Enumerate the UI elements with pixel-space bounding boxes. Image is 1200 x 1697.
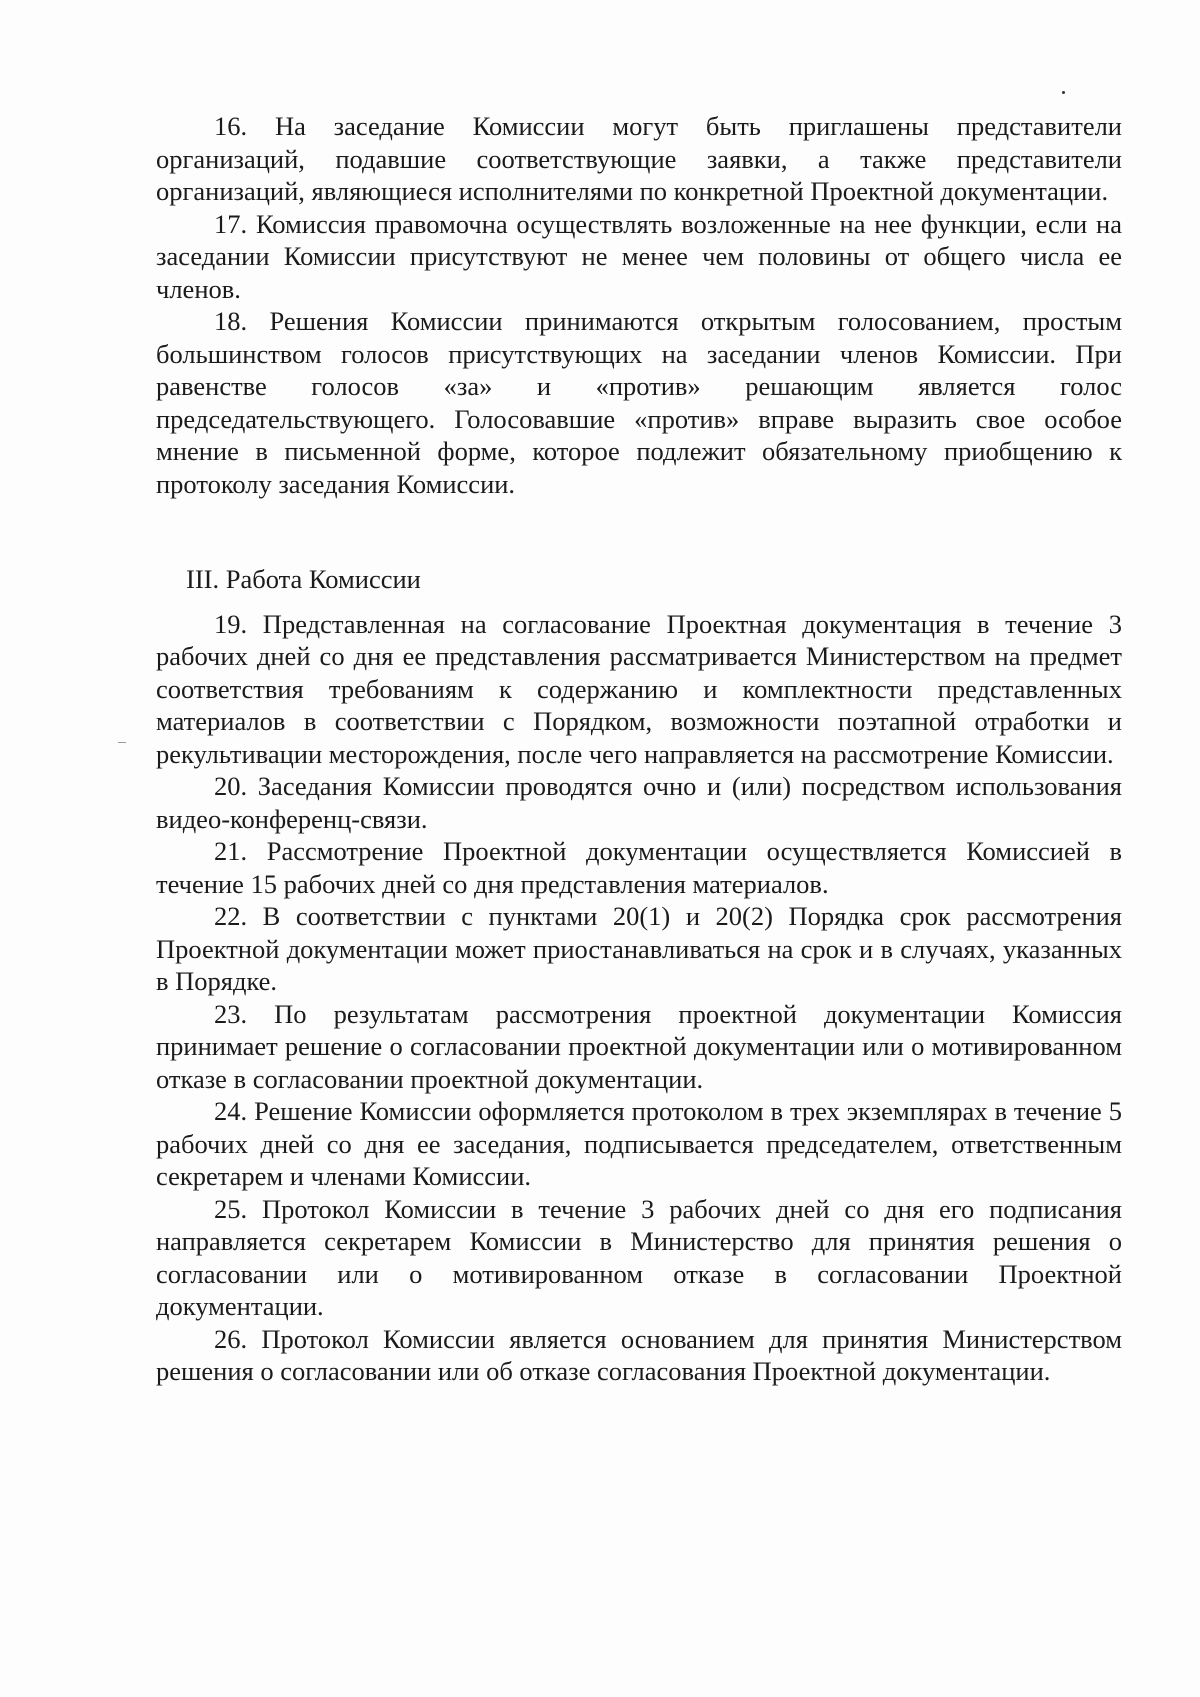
paragraph-24: 24. Решение Комиссии оформляется протоколом в трех экземплярах в течение 5 рабочих дней со дня ее заседания, подписывается председателем, ответственным секретарем и членами Комиссии. [156,1096,1122,1191]
paragraph-26: 26. Протокол Комиссии является основанием для принятия Министерством решения о согласовании или об отказе согласования Проектной документации. [156,1323,1122,1386]
section-title: III. Работа Комиссии [186,564,421,594]
scan-margin-mark [118,742,126,743]
paragraph-17: 17. Комиссия правомочна осуществлять возложенные на нее функции, если на заседании Комиссии присутствуют не менее чем половины от общего числа ее членов. [156,208,1122,304]
paragraph-20: 20. Заседания Комиссии проводятся очно и (или) посредством использования видео-конференц-связи. [156,771,1122,834]
paragraph-18: 18. Решения Комиссии принимаются открытым голосованием, простым большинством голосов присутствующих на заседании членов Комиссии. При равенстве голосов «за» и «против» решающим является голос председательствующего. Голосовавшие «против» вправе выразить свое особое мнение в письменной форме, которое подлежит обязательному приобщению к протоколу заседания Комиссии. [156,306,1122,499]
paragraph-21: 21. Рассмотрение Проектной документации осуществляется Комиссией в течение 15 рабочих дней со дня представления материалов. [156,836,1122,899]
paragraph-16: 16. На заседание Комиссии могут быть приглашены представители организаций, подавшие соответствующие заявки, а также представители организаций, являющиеся исполнителями по конкретной Проектной документации. [156,111,1122,206]
paragraph-22: 22. В соответствии с пунктами 20(1) и 20(2) Порядка срок рассмотрения Проектной документации может приостанавливаться на срок и в случаях, указанных в Порядке. [156,901,1122,996]
scan-speck [1062,91,1065,94]
paragraph-25: 25. Протокол Комиссии в течение 3 рабочих дней со дня его подписания направляется секретарем Комиссии в Министерство для принятия решения о согласовании или о мотивированном отказе в согласовании Проектной документации. [156,1193,1122,1321]
document-body [156,110,1122,1388]
paragraph-19: 19. Представленная на согласование Проектная документация в течение 3 рабочих дней со дня ее представления рассматривается Министерством на предмет соответствия требованиям к содержанию и комплектности представленных материалов в соответствии с Порядком, возможности поэтапной отработки и рекультивации месторождения, после чего направляется на рассмотрение Комиссии. [156,608,1122,769]
paragraph-23: 23. По результатам рассмотрения проектной документации Комиссия принимает решение о согласовании проектной документации или о мотивированном отказе в согласовании проектной документации. [156,998,1122,1094]
